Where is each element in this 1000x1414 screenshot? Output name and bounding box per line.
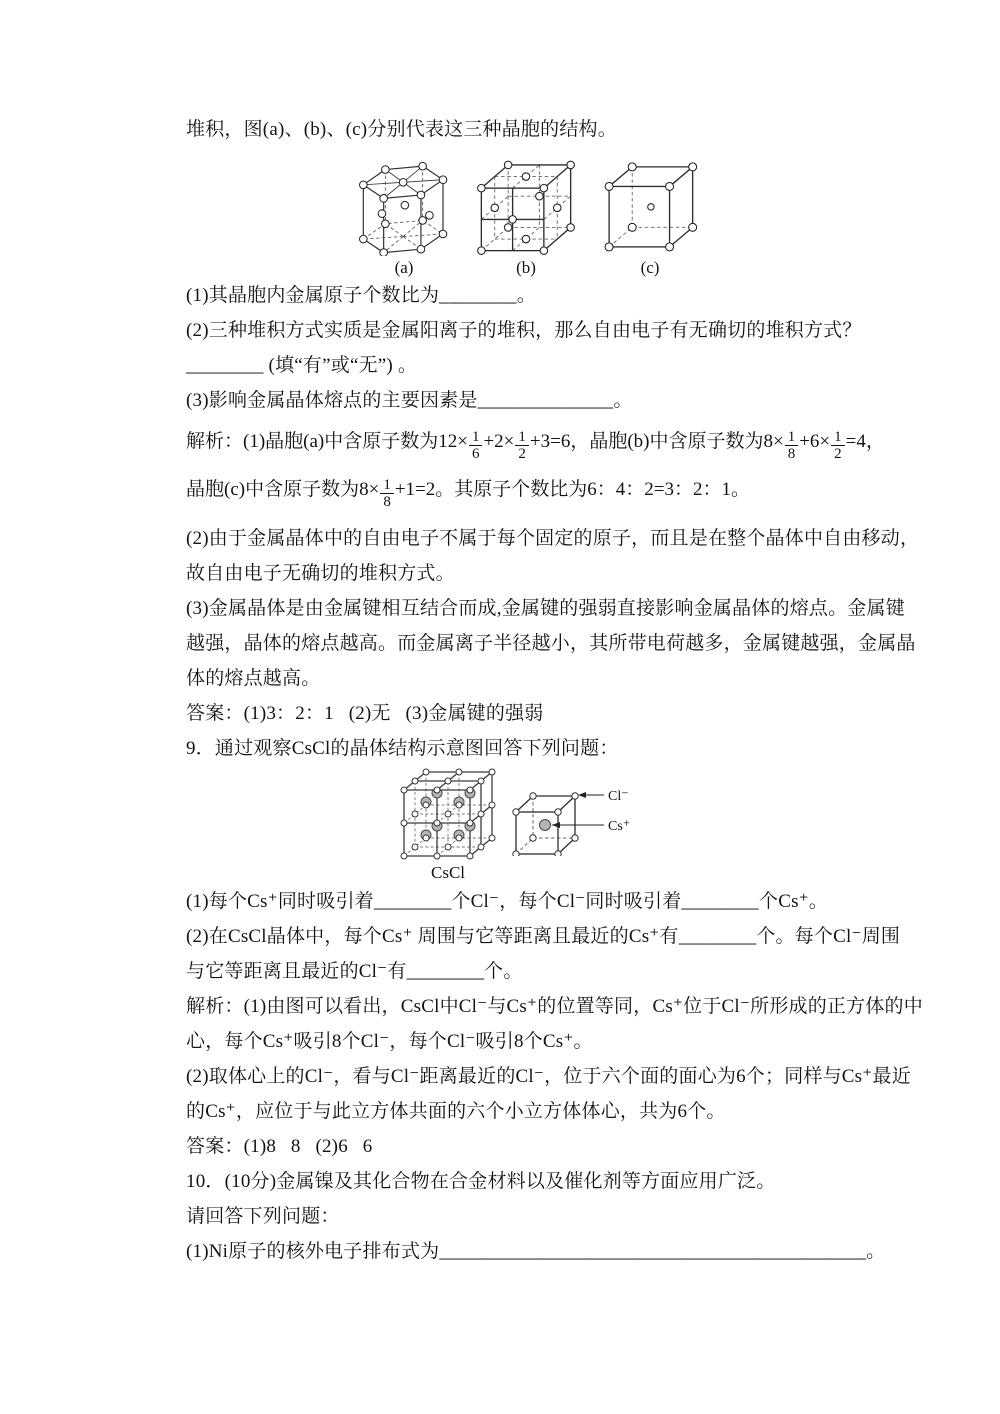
q8-analysis-line2	[186, 466, 870, 514]
analysis-text: +6×	[799, 431, 831, 452]
q8-analysis-line7: 体的熔点越高。	[186, 668, 321, 689]
cl-ion-label: Cl⁻	[608, 789, 629, 804]
q8-answer: 答案：(1)3：2：1 (2)无 (3)金属键的强弱	[186, 703, 544, 724]
q10-title: 10．(10分)金属镍及其化合物在合金材料以及催化剂等方面应用广泛。	[186, 1171, 776, 1192]
label-c: (c)	[640, 258, 660, 277]
fcc-cell-diagram	[476, 156, 576, 256]
cscl-lattice-diagram	[398, 766, 498, 862]
cscl-figure	[186, 766, 870, 884]
analysis-text: +1=2。其原子个数比为6：4：2=3：2：1。	[394, 479, 750, 500]
cs-ion-label: Cs⁺	[608, 819, 631, 834]
q10-item1: (1)Ni原子的核外电子排布式为____________________________________________。	[186, 1241, 886, 1262]
fraction-1-8b: $\frac{1}{8}$	[380, 477, 394, 510]
unit-cell-a	[358, 156, 450, 278]
q9-analysis-line3: (2)取体心上的Cl⁻，看与Cl⁻距离最近的Cl⁻，位于六个面的面心为6个；同样与Cs⁺最近	[186, 1066, 911, 1087]
analysis-text: 晶胞(c)中含原子数为8×	[186, 479, 380, 500]
q9-analysis-line4: 的Cs⁺，应位于与此立方体共面的六个小立方体体心，共为6个。	[186, 1101, 726, 1122]
unit-cell-c	[602, 156, 698, 278]
q8-item1: (1)其晶胞内金属原子个数比为________。	[186, 285, 536, 306]
label-a: (a)	[394, 258, 414, 277]
q9-item1: (1)每个Cs⁺同时吸引着________个Cl⁻，每个Cl⁻同时吸引着________个Cs⁺。	[186, 891, 829, 912]
cscl-lattice-block	[398, 766, 498, 883]
fraction-1-2b: $\frac{1}{2}$	[831, 429, 845, 462]
fraction-1-8: $\frac{1}{8}$	[785, 429, 799, 462]
q9-answer: 答案：(1)8 8 (2)6 6	[186, 1136, 373, 1157]
analysis-text: 解析：(1)晶胞(a)中含原子数为12×	[186, 431, 468, 452]
q8-analysis-line4: 故自由电子无确切的堆积方式。	[186, 563, 455, 584]
q9-title: 9．通过观察CsCl的晶体结构示意图回答下列问题：	[186, 738, 619, 759]
analysis-text: +3=6，晶胞(b)中含原子数为8×	[529, 431, 784, 452]
q8-item2: (2)三种堆积方式实质是金属阳离子的堆积，那么自由电子有无确切的堆积方式？	[186, 320, 862, 341]
q8-analysis-line5: (3)金属晶体是由金属键相互结合而成,金属键的强弱直接影响金属晶体的熔点。金属键	[186, 598, 905, 619]
unit-cell-b	[476, 156, 576, 278]
bcc-cell-diagram	[602, 156, 698, 256]
q10-prompt: 请回答下列问题：	[186, 1206, 340, 1227]
analysis-text: +2×	[483, 431, 515, 452]
q9-item2-line1: (2)在CsCl晶体中，每个Cs⁺ 周围与它等距离且最近的Cs⁺有________个。每个Cl⁻周围	[186, 926, 901, 947]
q9-item2-line2: 与它等距离且最近的Cl⁻有________个。	[186, 961, 523, 982]
q8-item3: (3)影响金属晶体熔点的主要因素是______________。	[186, 390, 633, 411]
hexagonal-cell-diagram	[358, 156, 450, 256]
q8-intro-text: 堆积，图(a)、(b)、(c)分别代表这三种晶胞的结构。	[186, 119, 617, 140]
q8-analysis-line6: 越强，晶体的熔点越高。而金属离子半径越小，其所带电荷越多，金属键越强，金属晶	[186, 633, 916, 654]
analysis-text: =4，	[845, 431, 885, 452]
q8-analysis-line3: (2)由于金属晶体中的自由电子不属于每个固定的原子，而且是在整个晶体中自由移动，	[186, 528, 920, 549]
cscl-caption: CsCl	[430, 863, 466, 882]
q9-analysis-line2: 心，每个Cs⁺吸引8个Cl⁻，每个Cl⁻吸引8个Cs⁺。	[186, 1031, 593, 1052]
q8-item2-blank: ________ (填“有”或“无”) 。	[186, 355, 418, 376]
q9-analysis-line1: 解析：(1)由图可以看出，CsCl中Cl⁻与Cs⁺的位置等同，Cs⁺位于Cl⁻所形成的正方体的中	[186, 996, 923, 1017]
unit-cell-figure	[186, 147, 870, 278]
q8-analysis-line1	[186, 418, 885, 466]
label-b: (b)	[516, 258, 536, 277]
fraction-1-2: $\frac{1}{2}$	[515, 429, 529, 462]
cscl-unit-cube-diagram	[508, 774, 658, 856]
fraction-1-6: $\frac{1}{6}$	[469, 429, 483, 462]
